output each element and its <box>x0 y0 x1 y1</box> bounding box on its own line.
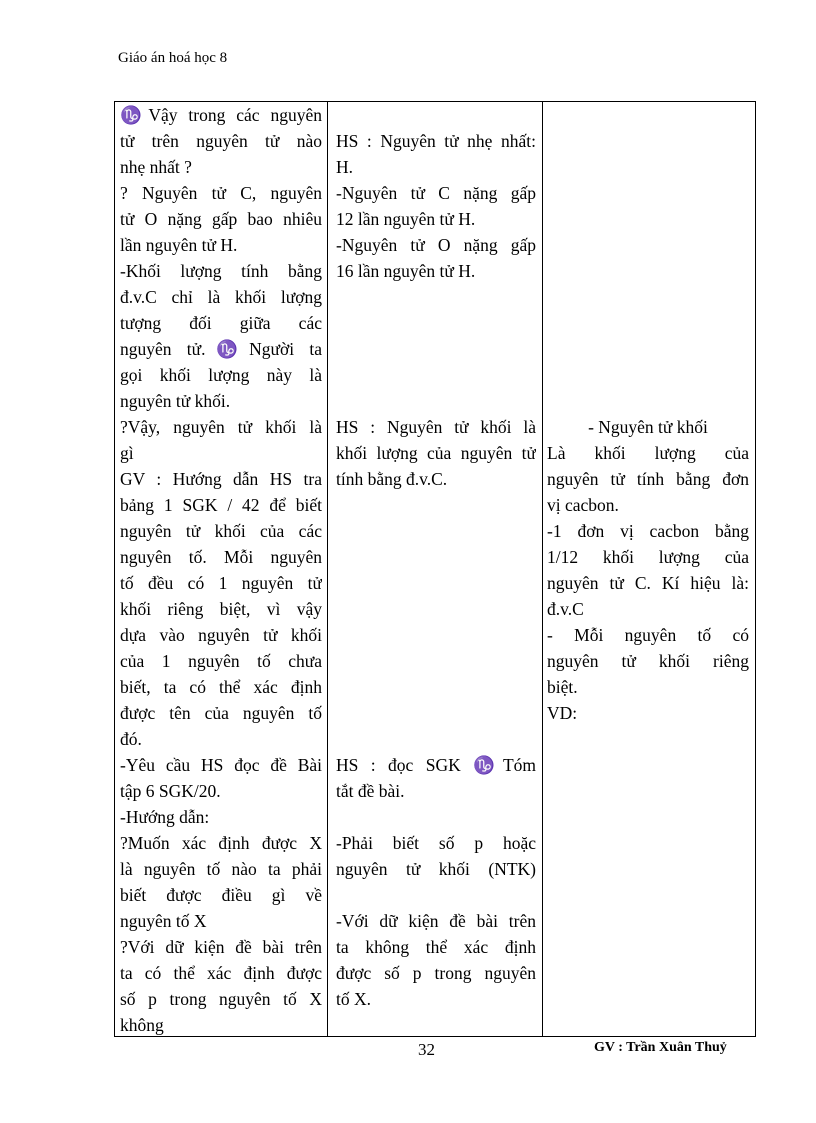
col1-line: -Khối lượng tính bằng <box>120 261 322 281</box>
col1-line: được tên của nguyên tố <box>120 703 322 723</box>
col3-line <box>547 154 749 180</box>
col2-line <box>336 596 536 622</box>
col2-line: HS : Nguyên tử khối là <box>336 417 536 437</box>
col1-line: ♑Vậy trong các nguyên <box>120 105 322 125</box>
col3-line <box>547 180 749 206</box>
col3-line: nguyên tử C. Kí hiệu là: <box>547 573 749 593</box>
col3-line <box>547 102 749 128</box>
col1-line: đó. <box>120 729 142 749</box>
col1-line: GV : Hướng dẫn HS tra <box>120 469 322 489</box>
col2-line: 16 lần nguyên tử H. <box>336 261 476 281</box>
col1-line: biết được điều gì về <box>120 885 322 905</box>
col2-line <box>336 518 536 544</box>
col3-line: - Nguyên tử khối <box>588 417 708 437</box>
col3-line: vị cacbon. <box>547 495 619 515</box>
col3-line <box>547 960 749 986</box>
col2-line <box>336 570 536 596</box>
col2-line: nguyên tử khối (NTK) <box>336 859 536 879</box>
col1-line: dựa vào nguyên tử khối <box>120 625 322 645</box>
header-title: Giáo án hoá học 8 <box>118 50 228 66</box>
col1-line: bảng 1 SGK / 42 để biết <box>120 495 322 515</box>
col3-line <box>547 362 749 388</box>
col2-line <box>336 388 536 414</box>
col3-line <box>547 726 749 752</box>
col3-line: 1/12 khối lượng của <box>547 547 749 567</box>
author-name: GV : Trần Xuân Thuỷ <box>594 1040 727 1055</box>
col3-line <box>547 128 749 154</box>
col2-line <box>336 700 536 726</box>
col3-line <box>547 830 749 856</box>
col2-line <box>336 804 536 830</box>
col2-line <box>336 648 536 674</box>
col1-line: nguyên tử.♑Người ta <box>120 339 322 359</box>
col3-line: -1 đơn vị cacbon bằng <box>547 521 749 541</box>
col2-line: tố X. <box>336 989 371 1009</box>
col1-line: ?Muốn xác định được X <box>120 833 322 853</box>
col2-line <box>336 674 536 700</box>
col1-line: tượng đối giữa các <box>120 313 322 333</box>
column-divider <box>542 102 543 1036</box>
col2-line <box>336 362 536 388</box>
student-activity-column <box>336 102 536 1038</box>
col2-line: tính bằng đ.v.C. <box>336 469 448 489</box>
col1-line: không <box>120 1015 164 1035</box>
col3-line <box>547 778 749 804</box>
col1-line: ?Vậy, nguyên tử khối là <box>120 417 322 437</box>
lesson-table <box>114 101 756 1037</box>
col1-line: đ.v.C chỉ là khối lượng <box>120 287 322 307</box>
col1-line: ta có thể xác định được <box>120 963 322 983</box>
col3-line <box>547 752 749 778</box>
col1-line: nhẹ nhất ? <box>120 157 192 177</box>
col1-line: tử O nặng gấp bao nhiêu <box>120 209 322 229</box>
col3-line <box>547 986 749 1012</box>
lesson-content-column <box>547 102 749 1038</box>
col3-line <box>547 206 749 232</box>
col3-line <box>547 804 749 830</box>
col1-line: gọi khối lượng này là <box>120 365 322 385</box>
col2-line: được số p trong nguyên <box>336 963 536 983</box>
col3-line: đ.v.C <box>547 599 584 619</box>
col2-line <box>336 726 536 752</box>
col1-line: nguyên tử khối. <box>120 391 231 411</box>
col2-line: HS : Nguyên tử nhẹ nhất: <box>336 131 536 151</box>
col2-line: -Nguyên tử O nặng gấp <box>336 235 536 255</box>
col3-line <box>547 388 749 414</box>
col2-line <box>336 102 536 128</box>
col1-line: lần nguyên tử H. <box>120 235 238 255</box>
col2-line <box>336 622 536 648</box>
col1-line: -Yêu cầu HS đọc đề Bài <box>120 755 322 775</box>
col3-line: nguyên tử tính bằng đơn <box>547 469 749 489</box>
col1-line: gì <box>120 443 134 463</box>
col3-line: - Mỗi nguyên tố có <box>547 625 749 645</box>
col1-line: -Hướng dẫn: <box>120 807 210 827</box>
col3-line <box>547 232 749 258</box>
col2-line <box>336 310 536 336</box>
col2-line: khối lượng của nguyên tử <box>336 443 536 463</box>
col2-line <box>336 1012 536 1038</box>
col2-line: -Nguyên tử C nặng gấp <box>336 183 536 203</box>
col1-line: là nguyên tố nào ta phải <box>120 859 322 879</box>
column-divider <box>327 102 328 1036</box>
col1-line: số p trong nguyên tố X <box>120 989 322 1009</box>
col1-line: tử trên nguyên tử nào <box>120 131 322 151</box>
col3-line <box>547 336 749 362</box>
col1-line: tố đều có 1 nguyên tử <box>120 573 322 593</box>
col1-line: biết, ta có thể xác định <box>120 677 322 697</box>
col2-line <box>336 492 536 518</box>
col1-line: nguyên tố. Mỗi nguyên <box>120 547 322 567</box>
col3-line <box>547 284 749 310</box>
col1-line: nguyên tử khối của các <box>120 521 322 541</box>
col3-line <box>547 310 749 336</box>
col3-line: VD: <box>547 703 578 723</box>
col3-line <box>547 934 749 960</box>
col2-line: -Với dữ kiện đề bài trên <box>336 911 536 931</box>
col3-line: biệt. <box>547 677 578 697</box>
page-number: 32 <box>418 1040 435 1059</box>
col1-line: ?Với dữ kiện đề bài trên <box>120 937 322 957</box>
col3-line <box>547 258 749 284</box>
col2-line <box>336 544 536 570</box>
col2-line <box>336 284 536 310</box>
col2-line: H. <box>336 157 354 177</box>
col2-line: HS : đọc SGK ♑Tóm <box>336 755 536 775</box>
col3-line <box>547 908 749 934</box>
col2-line: -Phải biết số p hoặc <box>336 833 536 853</box>
col1-line: khối riêng biệt, vì vậy <box>120 599 322 619</box>
col1-line: ? Nguyên tử C, nguyên <box>120 183 322 203</box>
teacher-activity-column <box>120 102 322 1038</box>
col3-line <box>547 882 749 908</box>
col3-line: Là khối lượng của <box>547 443 749 463</box>
col2-line: ta không thể xác định <box>336 937 536 957</box>
col2-line <box>336 336 536 362</box>
col3-line <box>547 1012 749 1038</box>
col2-line: tắt đề bài. <box>336 781 405 801</box>
col2-line <box>336 882 536 908</box>
col2-line: 12 lần nguyên tử H. <box>336 209 476 229</box>
col1-line: nguyên tố X <box>120 911 207 931</box>
col1-line: tập 6 SGK/20. <box>120 781 221 801</box>
col3-line <box>547 856 749 882</box>
col1-line: của 1 nguyên tố chưa <box>120 651 322 671</box>
col3-line: nguyên tử khối riêng <box>547 651 749 671</box>
